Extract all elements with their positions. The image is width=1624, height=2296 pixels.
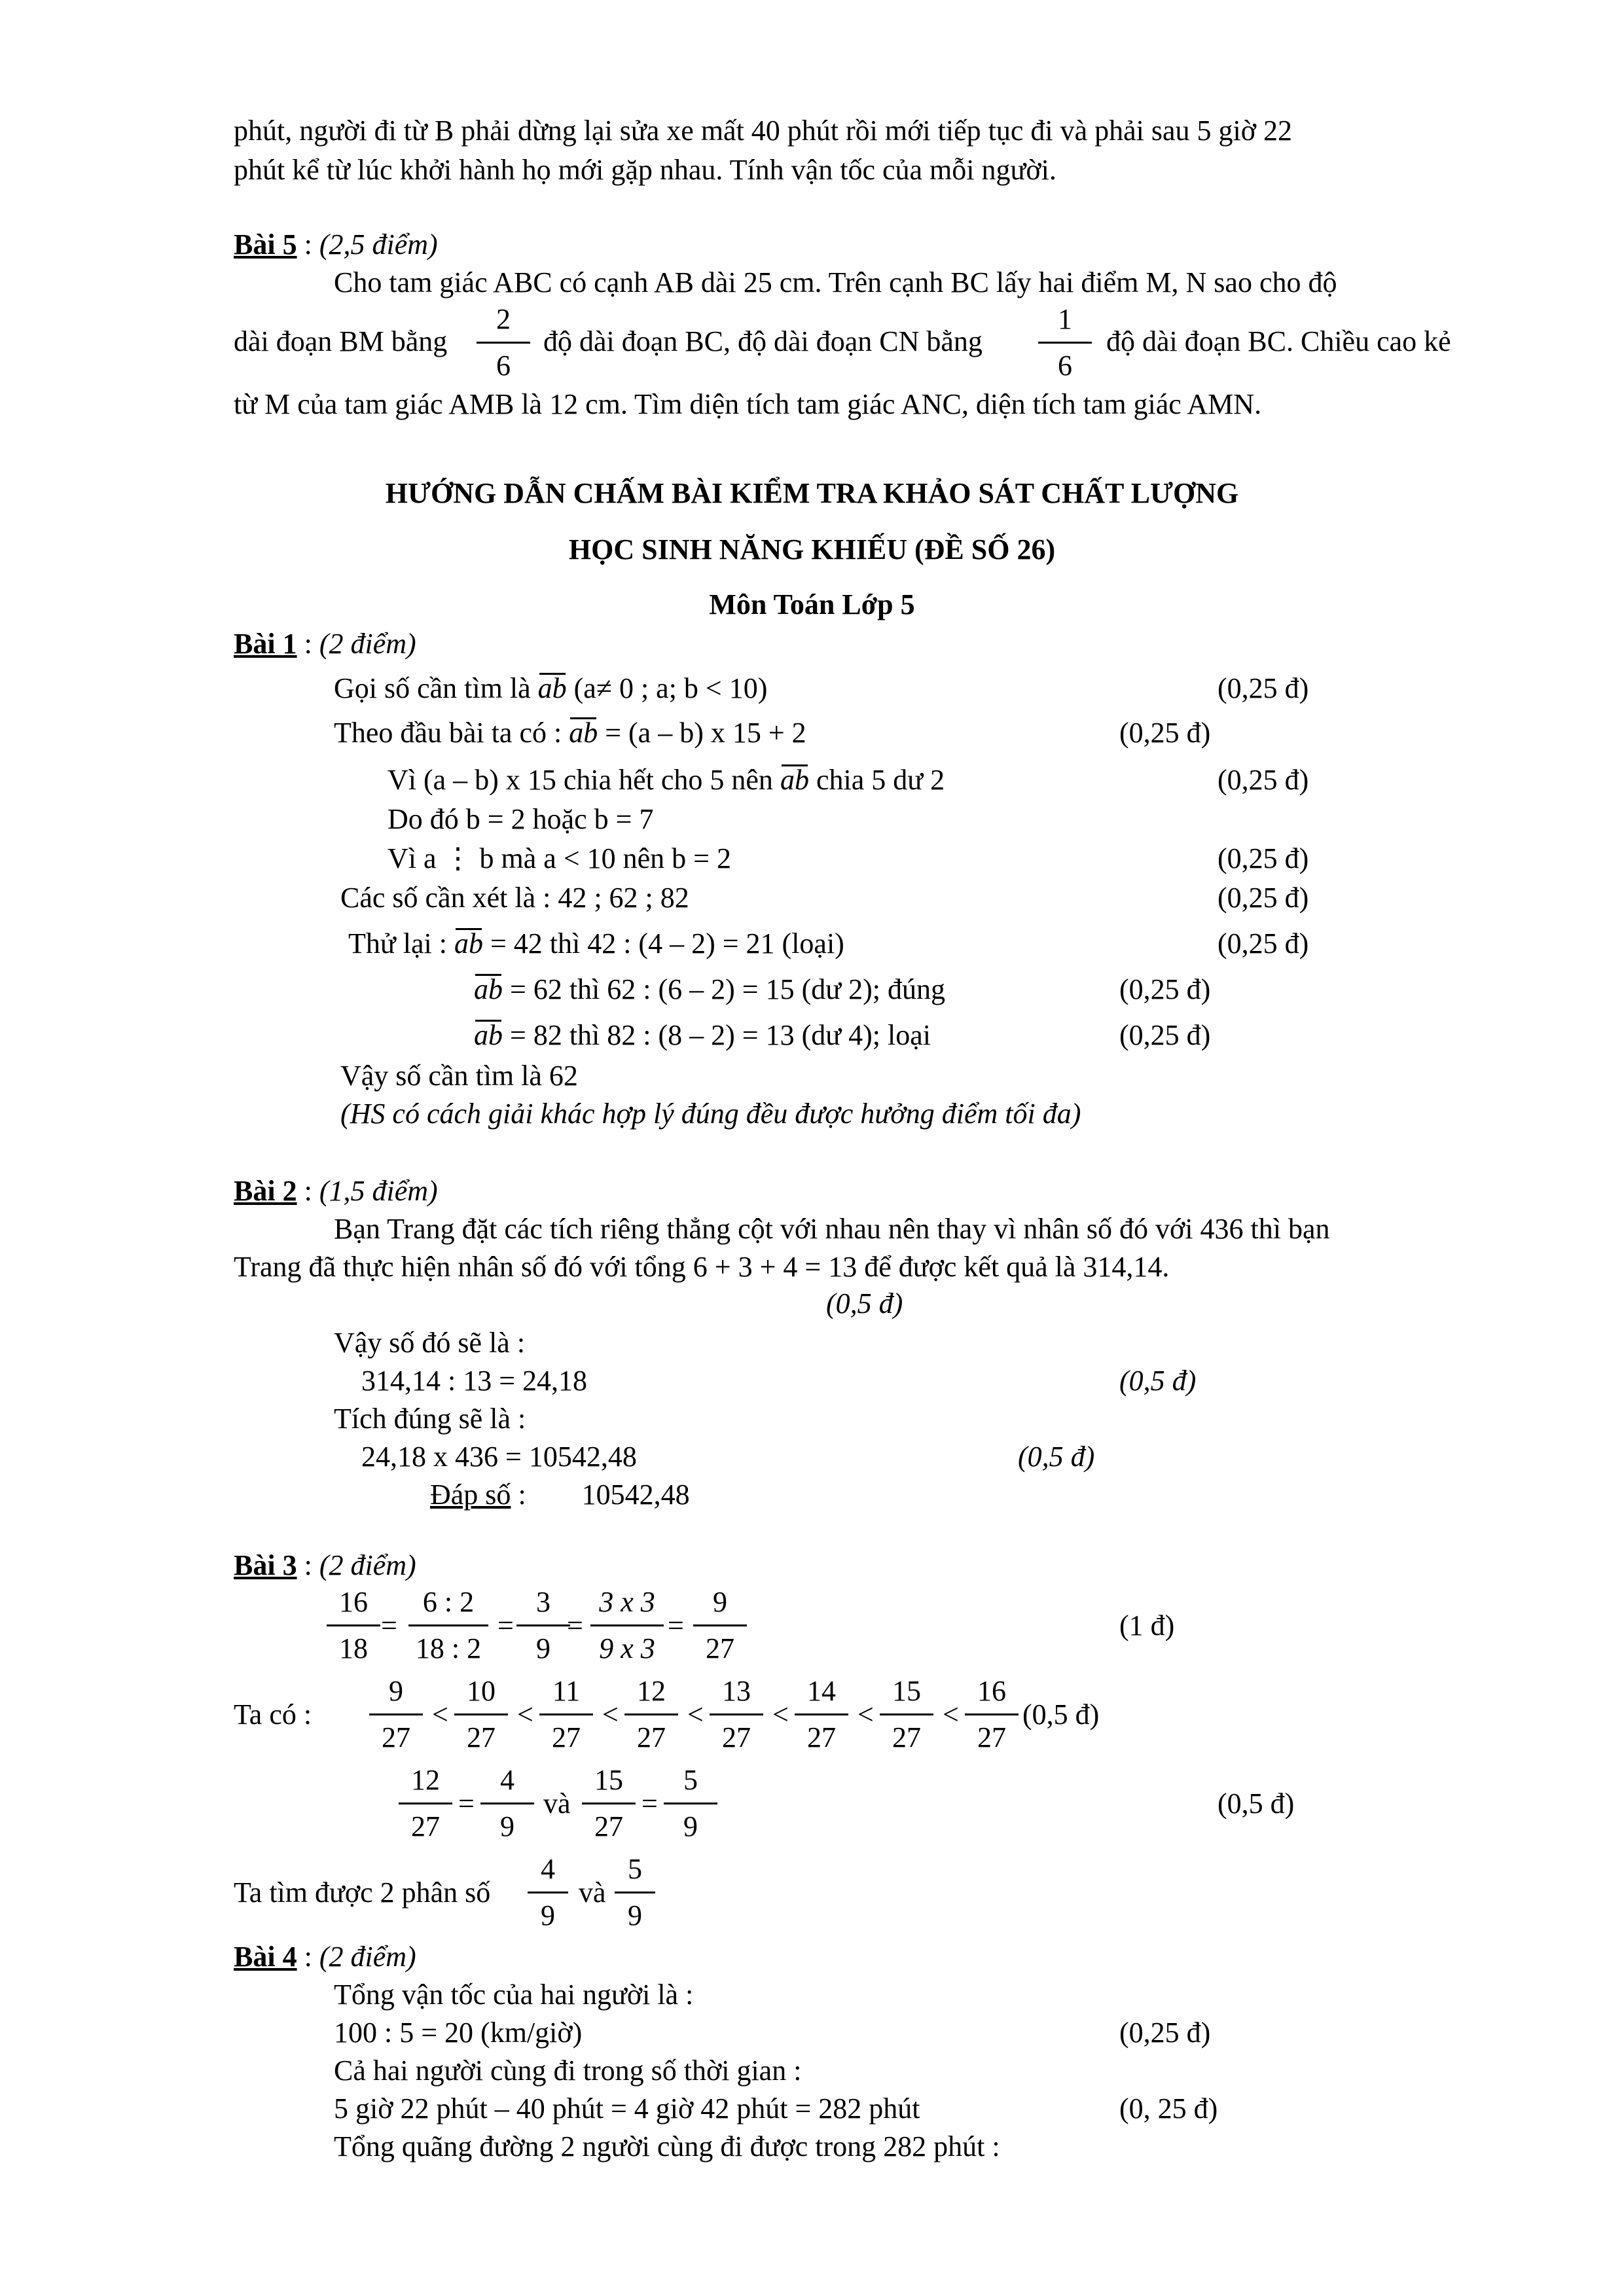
numerator: 5 (628, 1853, 642, 1885)
numerator: 10 (467, 1675, 496, 1707)
bai4-label: Bài 4 (234, 1941, 297, 1973)
bai1-row-8 (474, 975, 945, 1004)
text: (a≠ 0 ; a; b < 10) (573, 672, 768, 704)
bai3-chain-frac (537, 1672, 596, 1757)
bai3-points: (2 điểm) (319, 1549, 416, 1581)
bai2-label: Bài 2 (234, 1175, 297, 1207)
denominator: 27 (722, 1721, 751, 1753)
denominator: 27 (467, 1721, 496, 1753)
bai2-score-2: (0,5 đ) (1119, 1365, 1197, 1397)
answer-sep: : (511, 1479, 526, 1511)
bai3-score-3: (0,5 đ) (1218, 1787, 1295, 1820)
denominator: 6 (496, 350, 511, 382)
bai2-para-2: Trang đã thực hiện nhân số đó với tổng 6 + 3 + 4 = 13 để được kết quả là 314,14. (234, 1251, 1170, 1283)
overline-ab: ab (569, 717, 598, 749)
bai5-line-2a: dài đoạn BM bằng (234, 325, 448, 357)
bai4-score-2: (0,25 đ) (1119, 2017, 1211, 2049)
numerator: 12 (637, 1675, 666, 1707)
bai4-row-1: Tổng vận tốc của hai người là : (334, 1979, 694, 2011)
bai5-line-1: Cho tam giác ABC có cạnh AB dài 25 cm. Trên cạnh BC lấy hai điểm M, N sao cho độ (334, 266, 1337, 298)
bai3-sep: : (297, 1549, 319, 1581)
bai3-score-2: (0,5 đ) (1022, 1698, 1100, 1731)
bai3-frac (396, 1761, 455, 1846)
bai1-row-3 (388, 766, 945, 795)
numerator: 4 (541, 1853, 555, 1885)
bai2-points: (1,5 điểm) (319, 1175, 438, 1207)
numerator: 14 (807, 1675, 836, 1707)
bai1-sep: : (297, 628, 319, 660)
bai1-row-9 (474, 1021, 931, 1050)
bai3-taco: Ta có : (234, 1698, 312, 1731)
denominator: 9 (541, 1899, 555, 1931)
bai2-row-4: 24,18 x 436 = 10542,48 (361, 1441, 637, 1473)
bai2-sep: : (297, 1175, 319, 1207)
bai3-header (234, 1551, 416, 1580)
numerator: 2 (496, 303, 511, 335)
bai3-frac (324, 1583, 383, 1668)
bai3-frac (514, 1583, 573, 1668)
bai5-line-2b: độ dài đoạn BC, độ dài đoạn CN bằng (543, 325, 983, 357)
bai2-answer (430, 1480, 690, 1509)
numerator: 9 (389, 1675, 403, 1707)
denominator: 27 (892, 1721, 921, 1753)
text: = (a – b) x 15 + 2 (605, 717, 806, 749)
equals-sign: = (497, 1609, 514, 1641)
denominator: 27 (706, 1632, 734, 1664)
bai3-frac (588, 1583, 666, 1668)
bai1-row-5: Vì a ⋮ b mà a < 10 nên b = 2 (388, 842, 731, 874)
equals-sign: = (381, 1609, 397, 1641)
text: Theo đầu bài ta có : (334, 717, 562, 749)
denominator: 18 (339, 1632, 368, 1664)
bai4-row-4: 5 giờ 22 phút – 40 phút = 4 giờ 42 phút = 282 phút (334, 2092, 920, 2125)
bai1-conclusion: Vậy số cần tìm là 62 (340, 1060, 578, 1092)
bai3-chain-frac (622, 1672, 681, 1757)
guide-subject: Môn Toán Lớp 5 (709, 588, 915, 620)
bai5-line-3: từ M của tam giác AMB là 12 cm. Tìm diện tích tam giác ANC, diện tích tam giác AMN. (234, 388, 1262, 420)
bai5-fraction-bm (474, 300, 533, 386)
bai2-row-2: 314,14 : 13 = 24,18 (361, 1365, 588, 1397)
bai1-score-9: (0,25 đ) (1119, 1019, 1211, 1051)
numerator: 16 (339, 1586, 368, 1618)
word-va: và (579, 1876, 606, 1909)
overline-ab: ab (454, 927, 483, 960)
less-than: < (602, 1698, 619, 1731)
bai1-score-1: (0,25 đ) (1218, 672, 1309, 704)
numerator: 11 (552, 1675, 581, 1707)
numerator: 13 (722, 1675, 751, 1707)
text: = 82 thì 82 : (8 – 2) = 13 (dư 4); loại (510, 1019, 931, 1051)
denominator: 27 (594, 1810, 623, 1842)
bai1-score-8: (0,25 đ) (1119, 973, 1211, 1005)
bai4-score-4: (0, 25 đ) (1119, 2092, 1218, 2125)
bai4-points: (2 điểm) (319, 1941, 416, 1973)
bai1-points: (2 điểm) (319, 628, 416, 660)
numerator: 3 x 3 (599, 1586, 655, 1618)
numerator: 16 (977, 1675, 1006, 1707)
bai3-chain-frac (367, 1672, 425, 1757)
bai3-final: Ta tìm được 2 phân số (234, 1876, 491, 1909)
bai1-score-5: (0,25 đ) (1218, 842, 1309, 874)
bai1-score-2: (0,25 đ) (1119, 717, 1211, 749)
text: Gọi số cần tìm là (334, 672, 531, 704)
less-than: < (687, 1698, 704, 1731)
bai3-chain-frac (792, 1672, 851, 1757)
denominator: 6 (1058, 350, 1072, 382)
numerator: 9 (713, 1586, 727, 1618)
numerator: 3 (536, 1586, 550, 1618)
bai3-frac (406, 1583, 491, 1668)
bai1-score-7: (0,25 đ) (1218, 927, 1309, 960)
bai4-row-2: 100 : 5 = 20 (km/giờ) (334, 2017, 583, 2049)
equals-sign: = (567, 1609, 583, 1641)
bai5-points: (2,5 điểm) (319, 228, 438, 260)
bai3-frac (579, 1761, 638, 1846)
bai5-sep: : (297, 228, 319, 260)
bai1-row-1 (334, 674, 767, 703)
bai2-score-4: (0,5 đ) (1018, 1441, 1095, 1473)
bai1-row-6: Các số cần xét là : 42 ; 62 ; 82 (340, 882, 689, 914)
bai2-row-1: Vậy số đó sẽ là : (334, 1327, 526, 1359)
bai3-chain-frac (707, 1672, 766, 1757)
bai5-line-2c: độ dài đoạn BC. Chiều cao kẻ (1106, 325, 1451, 357)
denominator: 9 x 3 (599, 1632, 655, 1664)
less-than: < (943, 1698, 959, 1731)
less-than: < (857, 1698, 874, 1731)
overline-ab: ab (474, 973, 503, 1005)
text: chia 5 dư 2 (816, 764, 945, 796)
overline-ab: ab (537, 672, 567, 704)
intro-line-1: phút, người đi từ B phải dừng lại sửa xe mất 40 phút rồi mới tiếp tục đi và phải sau 5 giờ 22 (234, 115, 1292, 147)
bai4-row-5: Tổng quãng đường 2 người cùng đi được trong 282 phút : (334, 2130, 1000, 2162)
denominator: 18 : 2 (415, 1632, 482, 1664)
less-than: < (432, 1698, 448, 1731)
denominator: 27 (552, 1721, 581, 1753)
bai3-label: Bài 3 (234, 1549, 297, 1581)
bai1-row-7 (348, 929, 844, 958)
text: = 42 thì 42 : (4 – 2) = 21 (loại) (490, 927, 844, 960)
text: Vì (a – b) x 15 chia hết cho 5 nên (388, 764, 773, 796)
bai3-chain-frac (877, 1672, 936, 1757)
guide-title-1: HƯỚNG DẪN CHẤM BÀI KIỂM TRA KHẢO SÁT CHẤT LƯỢNG (385, 477, 1239, 509)
denominator: 27 (807, 1721, 836, 1753)
less-than: < (772, 1698, 789, 1731)
bai1-score-6: (0,25 đ) (1218, 882, 1309, 914)
denominator: 27 (977, 1721, 1006, 1753)
less-than: < (517, 1698, 533, 1731)
bai1-header (234, 630, 416, 658)
overline-ab: ab (474, 1019, 503, 1051)
numerator: 4 (500, 1764, 514, 1796)
equals-sign: = (458, 1787, 475, 1820)
bai2-para-1: Bạn Trang đặt các tích riêng thẳng cột với nhau nên thay vì nhân số đó với 436 thì bạn (334, 1213, 1330, 1245)
equals-sign: = (668, 1609, 684, 1641)
answer-label: Đáp số (430, 1479, 511, 1511)
bai4-header (234, 1943, 416, 1971)
answer-value: 10542,48 (581, 1479, 690, 1511)
bai1-row-2 (334, 719, 806, 747)
bai5-label: Bài 5 (234, 228, 297, 260)
bai3-frac (691, 1583, 749, 1668)
denominator: 9 (500, 1810, 514, 1842)
bai1-row-4: Do đó b = 2 hoặc b = 7 (388, 803, 654, 835)
guide-title-2: HỌC SINH NĂNG KHIẾU (ĐỀ SỐ 26) (568, 533, 1056, 565)
denominator: 9 (536, 1632, 550, 1664)
bai4-sep: : (297, 1941, 319, 1973)
denominator: 27 (411, 1810, 440, 1842)
bai3-frac (661, 1761, 720, 1846)
numerator: 15 (892, 1675, 921, 1707)
bai3-frac (525, 1850, 571, 1935)
bai3-frac (478, 1761, 537, 1846)
denominator: 9 (628, 1899, 642, 1931)
numerator: 12 (411, 1764, 440, 1796)
denominator: 9 (683, 1810, 698, 1842)
word-va: và (543, 1787, 571, 1820)
text: = 62 thì 62 : (6 – 2) = 15 (dư 2); đúng (510, 973, 945, 1005)
equals-sign: = (641, 1787, 658, 1820)
bai2-score-1: (0,5 đ) (826, 1287, 903, 1319)
bai2-row-3: Tích đúng sẽ là : (334, 1403, 526, 1435)
bai1-label: Bài 1 (234, 628, 297, 660)
bai3-frac (612, 1850, 658, 1935)
intro-line-2: phút kể từ lúc khởi hành họ mới gặp nhau. Tính vận tốc của mỗi người. (234, 154, 1056, 186)
bai5-header (234, 230, 438, 259)
bai3-chain-frac (452, 1672, 511, 1757)
bai4-row-3: Cả hai người cùng đi trong số thời gian : (334, 2054, 802, 2087)
denominator: 27 (382, 1721, 410, 1753)
numerator: 15 (594, 1764, 623, 1796)
bai5-fraction-cn (1036, 300, 1094, 386)
text: Thử lại : (348, 927, 447, 960)
numerator: 5 (683, 1764, 698, 1796)
bai2-header (234, 1177, 438, 1206)
denominator: 27 (637, 1721, 666, 1753)
bai1-note: (HS có cách giải khác hợp lý đúng đều được hưởng điểm tối đa) (340, 1098, 1081, 1130)
numerator: 6 : 2 (422, 1586, 475, 1618)
overline-ab: ab (780, 764, 809, 796)
numerator: 1 (1058, 303, 1072, 335)
bai1-score-3: (0,25 đ) (1218, 764, 1309, 796)
bai3-chain-frac (962, 1672, 1021, 1757)
bai3-score-1: (1 đ) (1119, 1609, 1175, 1641)
